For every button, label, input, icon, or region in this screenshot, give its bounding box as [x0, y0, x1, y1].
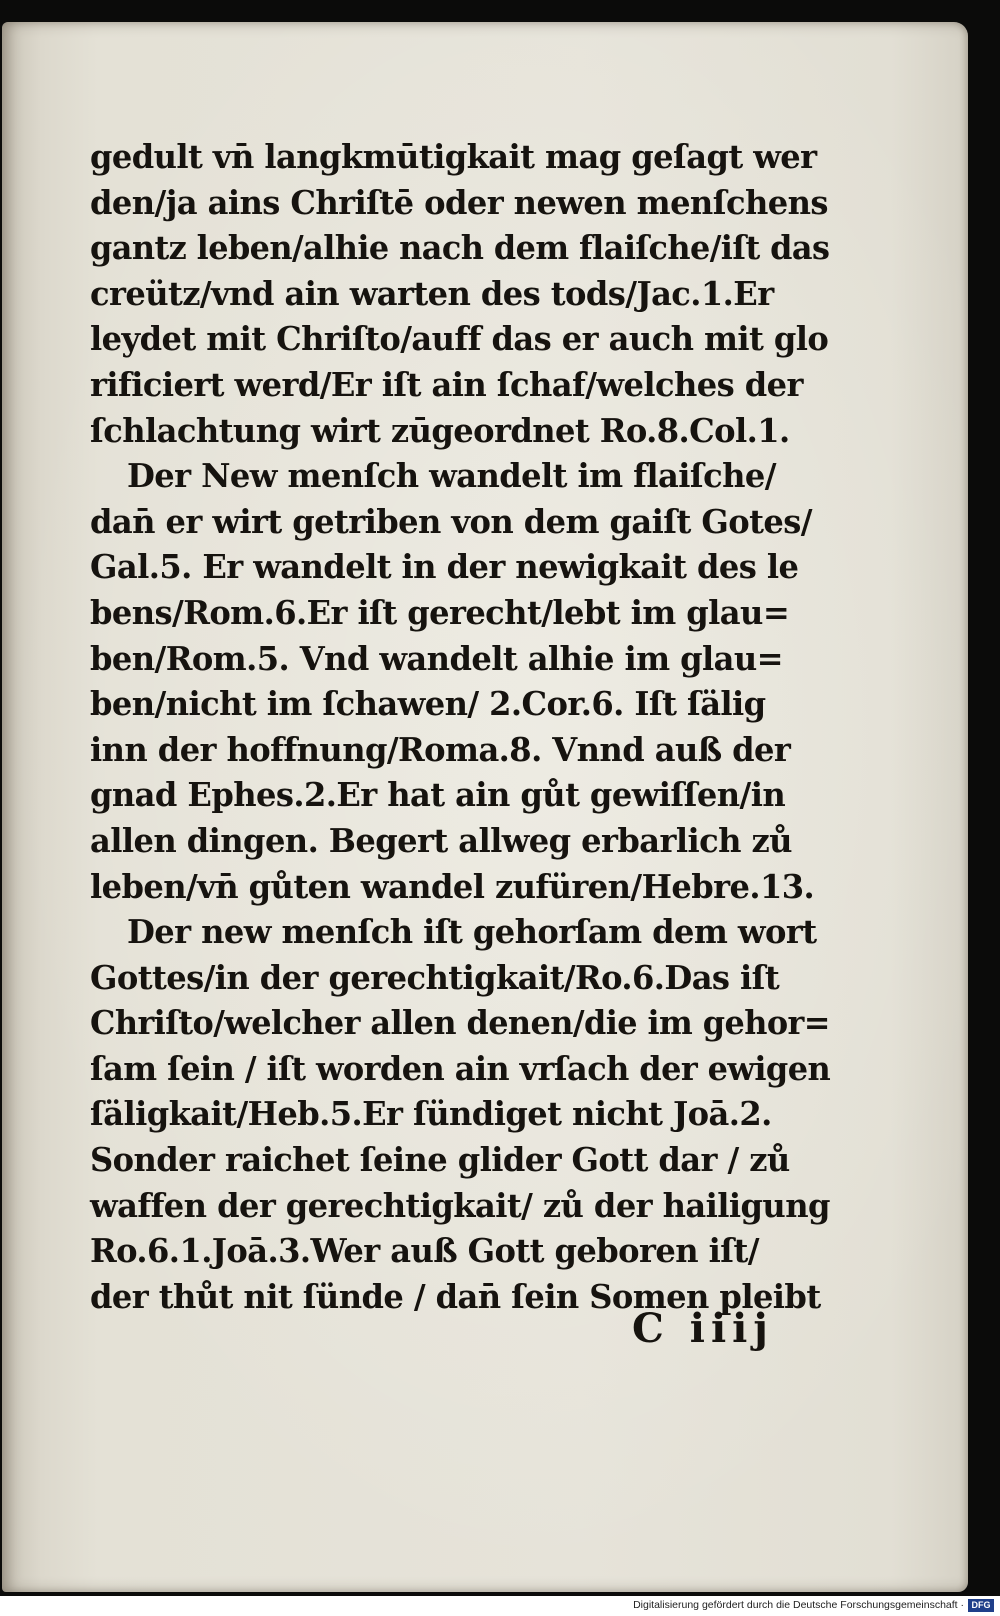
- text-line: ſchlachtung wirt zūgeordnet Ro.8.Col.1.: [90, 410, 790, 450]
- text-line: leydet mit Chriſto/auff das er auch mit glo: [90, 319, 829, 359]
- text-line: ben/Rom.5. Vnd wandelt alhie im glau=: [90, 638, 784, 678]
- text-line: leben/vn̄ gůten wandel zufüren/Hebre.13.: [90, 866, 815, 906]
- text-line: ſäligkait/Heb.5.Er ſündiget nicht Joā.2.: [90, 1094, 772, 1134]
- text-line: gnad Ephes.2.Er hat ain gůt gewiſſen/in: [90, 775, 786, 815]
- text-line: Ro.6.1.Joā.3.Wer auß Gott geboren iſt/: [90, 1231, 759, 1271]
- text-line: der thůt nit ſünde / dan̄ ſein Somen pleibt: [90, 1276, 821, 1316]
- text-line: allen dingen. Begert allweg erbarlich zů: [90, 820, 792, 860]
- book-page: [2, 22, 968, 1592]
- text-line: den/ja ains Chriſtē oder newen menſchens: [90, 182, 828, 222]
- text-line: rificiert werd/Er iſt ain ſchaf/welches der: [90, 364, 803, 404]
- text-line: bens/Rom.6.Er iſt gerecht/lebt im glau=: [90, 592, 790, 632]
- text-line: creütz/vnd ain warten des tods/Jac.1.Er: [90, 273, 774, 313]
- footer-credit: Digitalisierung gefördert durch die Deutsche Forschungsgemeinschaft ·: [633, 1599, 964, 1611]
- text-line: gedult vn̄ langkmūtigkait mag geſagt wer: [90, 137, 817, 176]
- page-text-block: [90, 134, 850, 1319]
- text-line: Der New menſch wandelt im flaiſche/: [127, 456, 776, 496]
- text-line: Chriſto/welcher allen denen/die im gehor=: [90, 1003, 830, 1043]
- text-line: Gal.5. Er wandelt in der newigkait des le: [90, 547, 799, 587]
- dfg-logo: DFG: [968, 1599, 994, 1612]
- text-line: Der new menſch iſt gehorſam dem wort: [127, 912, 817, 952]
- text-line: ben/nicht im ſchawen/ 2.Cor.6. Iſt ſälig: [90, 684, 766, 724]
- signature-mark: C iiij: [632, 1305, 774, 1352]
- text-line: Sonder raichet ſeine glider Gott dar / zů: [90, 1140, 790, 1180]
- text-line: ſam ſein / iſt worden ain vrſach der ewigen: [90, 1048, 831, 1088]
- text-line: Gottes/in der gerechtigkait/Ro.6.Das iſt: [90, 957, 780, 997]
- text-line: dan̄ er wirt getriben von dem gaiſt Gotes/: [90, 501, 812, 541]
- text-line: gantz leben/alhie nach dem flaiſche/iſt das: [90, 228, 830, 268]
- footer-bar: [0, 1596, 1000, 1616]
- text-line: waffen der gerechtigkait/ zů der hailigung: [90, 1185, 830, 1225]
- text-line: inn der hoffnung/Roma.8. Vnnd auß der: [90, 729, 791, 769]
